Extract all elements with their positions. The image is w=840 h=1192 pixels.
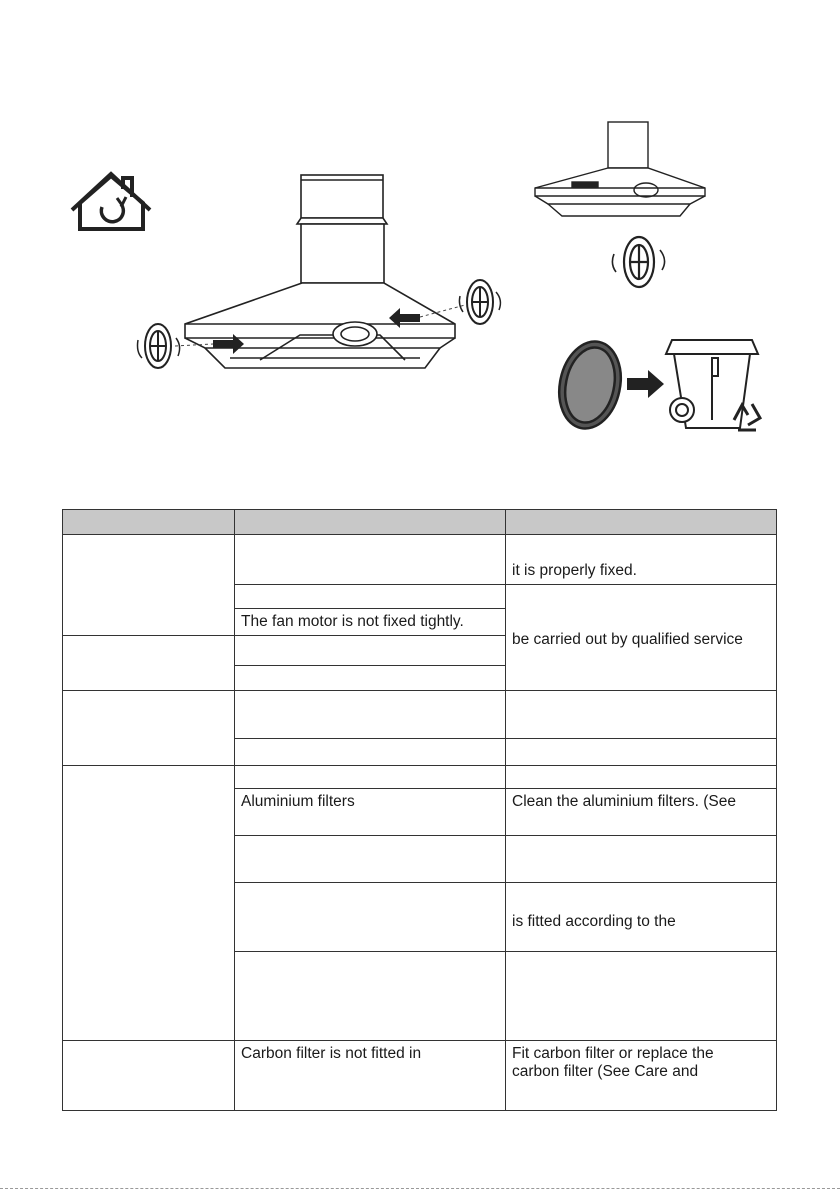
cause-cell: Aluminium filters [235,789,506,836]
cause-cell [235,666,506,691]
home-recycle-icon [72,174,150,229]
header-problem [63,510,235,535]
waste-bin-icon [666,340,758,428]
cause-cell: The fan motor is not fixed tightly. [235,609,506,636]
troubleshooting-table [62,509,777,1111]
problem-cell [63,636,235,691]
action-cell [506,766,777,789]
table-row [63,1041,777,1111]
action-cell [506,585,777,691]
cause-cell [235,691,506,739]
problem-cell [63,535,235,636]
cause-cell [235,636,506,666]
action-cell: Clean the aluminium filters. (See [506,789,777,836]
problem-cell [63,1041,235,1111]
cause-cell [235,952,506,1041]
table-row [63,535,777,585]
table-row [63,766,777,789]
action-cell: is fitted according to the [506,883,777,952]
action-cell [506,739,777,766]
filter-rotate-icon [612,237,664,287]
action-cell: it is properly fixed. [506,535,777,585]
arrow-icon [627,370,664,398]
cause-cell: Carbon filter is not fitted in [235,1041,506,1111]
chimney-hood-icon [535,122,705,216]
carbon-filter-icon [459,280,500,324]
header-cause [235,510,506,535]
action-text: be carried out by qualified service [512,631,743,648]
cause-cell [235,766,506,789]
action-cell: Fit carbon filter or replace the carbon filter (See Care and [506,1041,777,1111]
problem-cell [63,766,235,1041]
cause-cell [235,739,506,766]
table-row [63,691,777,739]
action-cell [506,691,777,739]
carbon-filter-icon [552,336,629,435]
cause-cell [235,585,506,609]
cut-line [0,1188,840,1189]
carbon-filter-icon [138,324,180,368]
problem-cell [63,691,235,766]
header-action [506,510,777,535]
cause-cell [235,836,506,883]
action-cell [506,952,777,1041]
filter-installation-illustration [0,0,840,470]
chimney-hood-icon [185,175,455,368]
action-cell [506,836,777,883]
cause-cell [235,883,506,952]
cause-cell [235,535,506,585]
table-header-row [63,510,777,535]
